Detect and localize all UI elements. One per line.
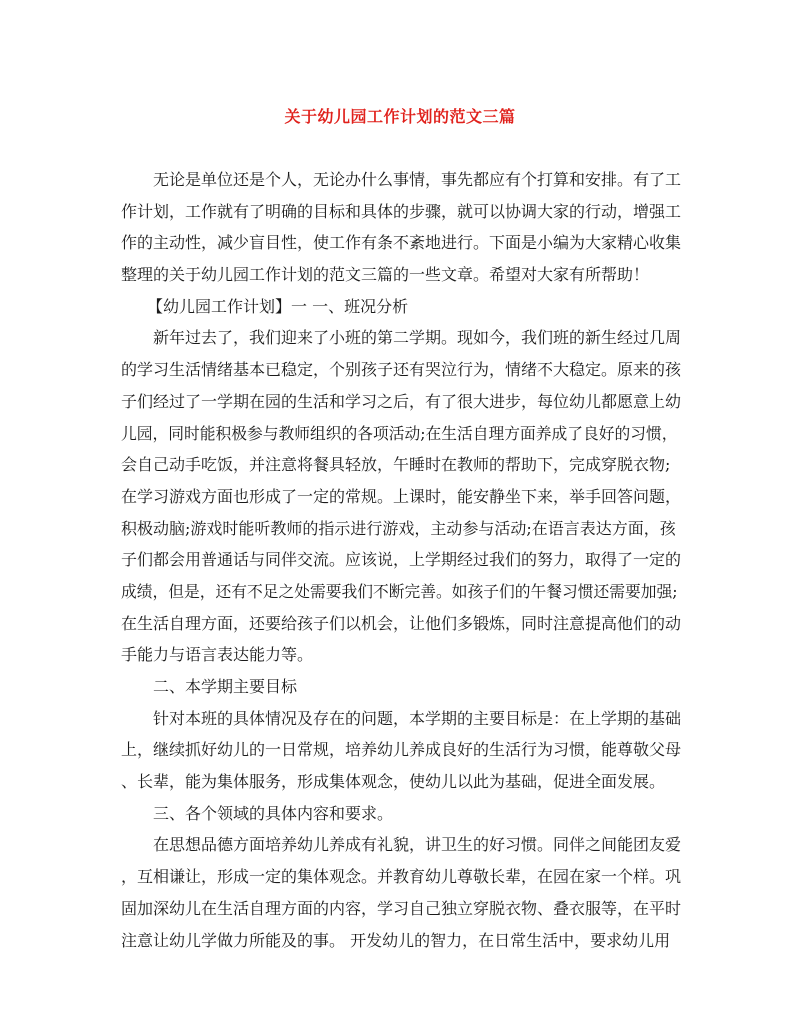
- paragraph-line: 三、各个领域的具体内容和要求。: [153, 803, 394, 823]
- paragraph-line: 在学习游戏方面也形成了一定的常规。上课时，能安静坐下来，举手回答问题，: [121, 486, 682, 506]
- document-body: [121, 164, 681, 956]
- paragraph-line: 子们都会用普通话与同伴交流。应该说，上学期经过我们的努力，取得了一定的: [121, 550, 682, 570]
- document-title: 关于幼儿园工作计划的范文三篇: [284, 107, 516, 126]
- paragraph-line: 二、本学期主要目标: [153, 677, 298, 696]
- paragraph-line: 儿园，同时能积极参与教师组织的各项活动;在生活自理方面养成了良好的习惯，: [121, 423, 678, 443]
- paragraph-line: 作的主动性，减少盲目性，使工作有条不紊地进行。下面是小编为大家精心收集: [121, 233, 682, 253]
- paragraph-line: 的学习生活情绪基本已稳定，个别孩子还有哭泣行为，情绪不大稳定。原来的孩: [121, 360, 682, 380]
- paragraph-line: 积极动脑;游戏时能听教师的指示进行游戏，主动参与活动;在语言表达方面，孩: [121, 518, 676, 538]
- paragraph-line: 【幼儿园工作计划】一 一、班况分析: [147, 296, 409, 316]
- paragraph-line: 会自己动手吃饭，并注意将餐具轻放，午睡时在教师的帮助下，完成穿脱衣物;: [121, 455, 671, 475]
- paragraph-line: 在生活自理方面，还要给孩子们以机会，让他们多锻炼，同时注意提高他们的动: [121, 613, 682, 633]
- paragraph-line: 子们经过了一学期在园的生活和学习之后，有了很大进步，每位幼儿都愿意上幼: [121, 391, 682, 411]
- paragraph-line: 整理的关于幼儿园工作计划的范文三篇的一些文章。希望对大家有所帮助！: [121, 265, 650, 285]
- paragraph-line: ，互相谦让，形成一定的集体观念。并教育幼儿尊敬长辈，在园在家一个样。巩: [121, 867, 682, 887]
- paragraph-line: 作计划，工作就有了明确的目标和具体的步骤，就可以协调大家的行动，增强工: [121, 201, 682, 221]
- paragraph-line: 新年过去了，我们迎来了小班的第二学期。现如今，我们班的新生经过几周: [153, 328, 682, 348]
- paragraph-line: 成绩，但是，还有不足之处需要我们不断完善。如孩子们的午餐习惯还需要加强;: [121, 581, 678, 601]
- paragraph-line: 固加深幼儿在生活自理方面的内容，学习自己独立穿脱衣物、叠衣服等，在平时: [121, 898, 682, 918]
- paragraph-line: 针对本班的具体情况及存在的问题，本学期的主要目标是：在上学期的基础: [153, 708, 682, 728]
- paragraph-line: 上，继续抓好幼儿的一日常规，培养幼儿养成良好的生活行为习惯，能尊敬父母: [121, 740, 682, 760]
- paragraph-line: 无论是单位还是个人，无论办什么事情，事先都应有个打算和安排。有了工: [153, 170, 682, 189]
- paragraph-line: 手能力与语言表达能力等。: [121, 645, 314, 665]
- paragraph-line: 在思想品德方面培养幼儿养成有礼貌，讲卫生的好习惯。同伴之间能团友爱: [153, 835, 682, 855]
- paragraph-line: 、长辈，能为集体服务，形成集体观念，使幼儿以此为基础，促进全面发展。: [121, 772, 666, 792]
- paragraph-line: 注意让幼儿学做力所能及的事。 开发幼儿的智力，在日常生活中，要求幼儿用: [121, 930, 671, 950]
